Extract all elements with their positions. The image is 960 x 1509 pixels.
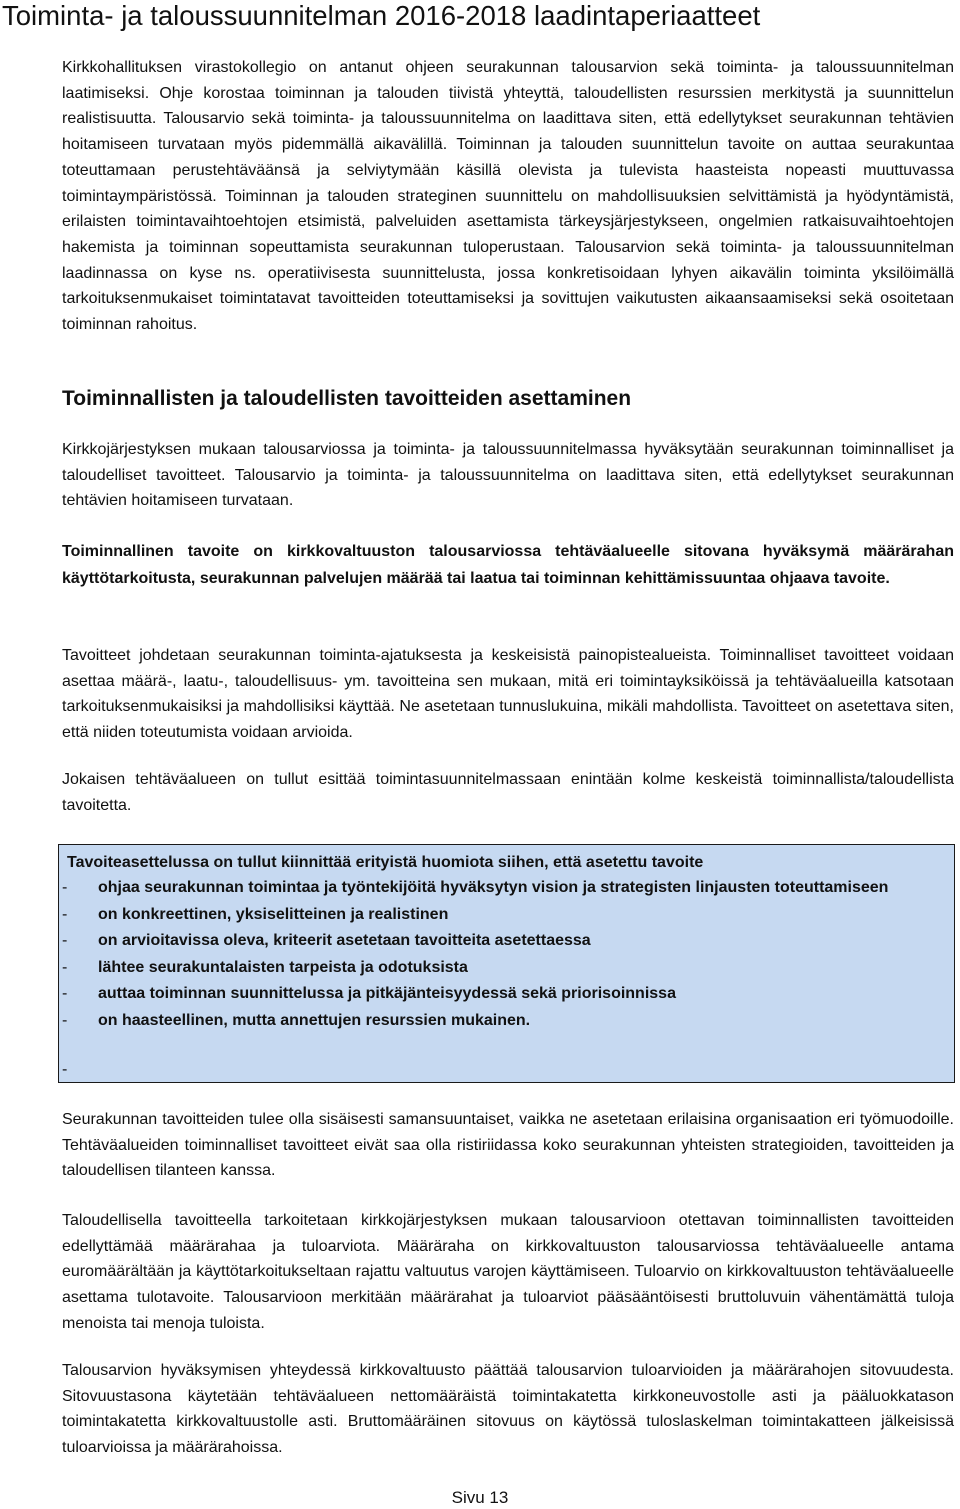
- section-heading: Toiminnallisten ja taloudellisten tavoitteiden asettaminen: [62, 387, 632, 410]
- paragraph-max-three-goals: Jokaisen tehtäväalueen on tullut esittää toimintasuunnitelmassaan enintään kolme keskeistä toiminnallista/taloudellista tavoitetta.: [62, 771, 954, 814]
- bullet-dash: -: [62, 905, 68, 923]
- bullet-dash: -: [62, 958, 68, 976]
- paragraph-operational-goal-definition: Toiminnallinen tavoite on kirkkovaltuuston talousarviossa tehtäväalueelle sitovana hyväksymä määrärahan käyttötarkoitusta, seurakunnan palvelujen määrää tai laatua tai toiminnan kehittämissuuntaa ohjaava tavoite.: [62, 543, 954, 587]
- goal-box-heading: Tavoiteasettelussa on tullut kiinnittää erityistä huomiota siihen, että asetettu tavoite: [67, 854, 704, 871]
- bullet-dash: -: [62, 1011, 68, 1029]
- paragraph-goal-derivation: Tavoitteet johdetaan seurakunnan toiminta-ajatuksesta ja keskeisistä painopistealueista. Toiminnalliset tavoitteet voidaan asettaa määrä-, laatu-, taloudellisuus- ym. tavoitteina sen mukaan, mitä eri toimintayksiköissä ja tehtäväalueilla katsotaan tarkoituksenmukaisiksi ja mahdollisiksi käyttää. Ne asetetaan tunnuslukuina, mikäli mahdollista. Tavoitteet on asetettava siten, että niiden toteutumista voidaan arvioida.: [62, 647, 954, 742]
- list-item: - on arvioitavissa oleva, kriteerit asetetaan tavoitteita asetettaessa: [59, 928, 949, 955]
- bullet-dash: -: [62, 879, 68, 896]
- bullet-dash: -: [62, 932, 68, 949]
- intro-paragraph: Kirkkohallituksen virastokollegio on antanut ohjeen seurakunnan talousarvion sekä toiminta- ja taloussuunnitelman laatimiseksi. Ohje korostaa toiminnan ja talouden tiivistä yhteyttä, taloudellisten resurssien merkitystä ja suunnittelun realistisuutta. Talousarvio sekä toiminta- ja taloussuunnitelma on laadittava siten, että edellytykset seurakunnan tehtävien hoitamiseen turvataan myös pidemmällä aikavälillä. Toiminnan ja talouden suunnittelun tavoite on auttaa seurakuntaa toteuttamaan perustehtäväänsä ja selviytymään käsillä olevista ja tulevista haasteista nopeasti muuttuvassa toimintaympäristössä. Toiminnan ja talouden strateginen suunnittelu on mahdollisuuksien selvittämistä ja hyödyntämistä, erilaisten toimintavaihtoehtojen etsimistä, palveluiden asettamista tärkeysjärjestykseen, ongelmien ratkaisuvaihtoehtojen hakemista ja toiminnan sopeuttamista seurakunnan tuloperustaan. Talousarvion sekä toiminta- ja taloussuunnitelman laadinnassa on kyse ns. operatiivisesta suunnittelusta, jossa konkretisoidaan lyhyen aikavälin toiminta yksilöimällä tarkoituksenmukaiset toimintatavat tavoitteiden toteuttamiseksi ja sovittujen vaikutusten aikaansaamiseksi sekä osoitetaan toiminnan rahoitus.: [62, 59, 954, 334]
- bullet-dash: -: [62, 985, 68, 1002]
- paragraph-binding-levels: Talousarvion hyväksymisen yhteydessä kirkkovaltuusto päättää talousarvion tuloarvioiden ja määrärahojen sitovuudesta. Sitovuustasona käytetään tehtäväalueen nettomääräistä toimintakatetta kirkkoneuvostolle asti ja pääluokkatason toimintakatetta kirkkovaltuustolle asti. Bruttomääräinen sitovuus on käytössä tuloslaskelman toimintakatteen jälkeisissä tuloarvioissa ja määrärahoissa.: [62, 1362, 954, 1457]
- paragraph-aligned-goals: Seurakunnan tavoitteiden tulee olla sisäisesti samansuuntaiset, vaikka ne asetetaan erilaisina organisaation eri työmuodoille. Tehtäväalueiden toiminnalliset tavoitteet eivät saa olla ristiriidassa koko seurakunnan yhteisten strategioiden, tavoitteiden ja taloudellisen tilanteen kanssa.: [62, 1111, 954, 1180]
- empty-bullet-dash: -: [62, 1061, 68, 1078]
- paragraph-financial-goal: Taloudellisella tavoitteella tarkoitetaan kirkkojärjestyksen mukaan talousarvioon otettavan toiminnallisten tavoitteiden edellyttämää määrärahaa ja tuloarviota. Määräraha on kirkkovaltuuston talousarviossa tehtäväalueelle antama euromäärältään ja käyttötarkoitukseltaan rajattu valtuutus varojen käyttämiseen. Tuloarvio on kirkkovaltuuston tehtäväalueelle asettama tulotavoite. Talousarvioon merkitään määrärahat ja tuloarviot pääsääntöisesti bruttoluvuin vähentämättä tuloja menoista tai menoja tuloista.: [62, 1212, 954, 1332]
- goal-setting-box: [58, 844, 955, 1083]
- list-item: - auttaa toiminnan suunnittelussa ja pitkäjänteisyydessä sekä priorisoinnissa: [59, 981, 949, 1008]
- list-item: - on haasteellinen, mutta annettujen resurssien mukainen.: [59, 1008, 949, 1035]
- list-item: - ohjaa seurakunnan toimintaa ja työntekijöitä hyväksytyn vision ja strategisten linjausten toteuttamiseen: [59, 875, 949, 902]
- list-item: - on konkreettinen, yksiselitteinen ja realistinen: [59, 902, 949, 929]
- goal-criteria-list: [59, 875, 949, 1034]
- document-title: Toiminta- ja taloussuunnitelman 2016-2018 laadintaperiaatteet: [2, 0, 761, 31]
- paragraph-goals-approved: Kirkkojärjestyksen mukaan talousarviossa ja toiminta- ja taloussuunnitelmassa hyväksytään seurakunnan toiminnalliset ja taloudelliset tavoitteet. Talousarvio ja toiminta- ja taloussuunnitelma on laadittava siten, että edellytykset seurakunnan tehtävien hoitamiseen turvataan.: [62, 441, 954, 510]
- page-number: Sivu 13: [451, 1488, 509, 1507]
- list-item: - lähtee seurakuntalaisten tarpeista ja odotuksista: [59, 955, 949, 982]
